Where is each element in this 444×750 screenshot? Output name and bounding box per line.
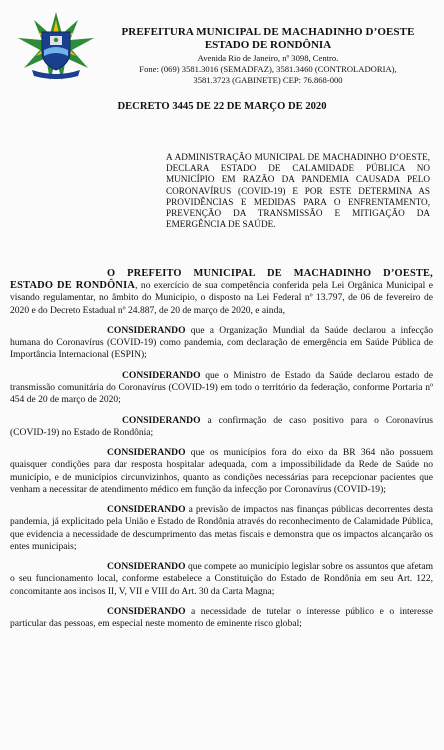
letterhead bbox=[98, 26, 438, 86]
preamble-paragraph bbox=[10, 268, 433, 317]
considerando-paragraph bbox=[10, 447, 433, 496]
preamble-lead: O PREFEITO MUNICIPAL DE MACHADINHO D’OESTE, ESTADO DE RONDÔNIA bbox=[10, 268, 433, 292]
decree-title: DECRETO 3445 DE 22 DE MARÇO DE 2020 bbox=[117, 101, 327, 112]
considerando-keyword: CONSIDERANDO bbox=[122, 369, 201, 381]
coat-of-arms-logo bbox=[14, 10, 98, 82]
considerando-text: a necessidade de tutelar o interesse público e o interesse particular das pessoas, em especial neste momento de eminente risco global; bbox=[10, 605, 433, 630]
address-line-3: 3581.3723 (GABINETE) CEP: 76.868-000 bbox=[193, 75, 343, 85]
considerando-text: a confirmação de caso positivo para o Coronavírus (COVID-19) no Estado de Rondônia; bbox=[10, 414, 433, 438]
considerando-text: que a Organização Mundial da Saúde declarou a infecção humana do Coronavírus (COVID-19) como pandemia, com declaração de emergência em Saúde Pública de Importância Internacional (ESPIN); bbox=[10, 325, 433, 361]
considerando-paragraph bbox=[10, 370, 433, 407]
considerando-keyword: CONSIDERANDO bbox=[107, 561, 186, 573]
considerando-paragraph bbox=[10, 561, 433, 598]
considerando-text: que o Ministro de Estado da Saúde declarou estado de transmissão comunitária do Coronavírus (COVID-19) em todo o território da federação, conforme Portaria nº 454 de 20 de março de 2020; bbox=[10, 369, 433, 406]
considerando-text: que compete ao município legislar sobre os assuntos que afetam o seu funcionamento local, conforme estabelece a Constituição do Estado de Rondônia em seu Art. 122, concomitante aos incisos II, V, VII e VIII do Art. 30 da Carta Magna; bbox=[10, 561, 433, 597]
considerando-keyword: CONSIDERANDO bbox=[107, 447, 186, 459]
considerando-keyword: CONSIDERANDO bbox=[107, 325, 186, 336]
state-title: ESTADO DE RONDÔNIA bbox=[204, 39, 332, 51]
address-line-1: Avenida Rio de Janeiro, nº 3098, Centro. bbox=[197, 53, 339, 63]
considerando-text: que os municípios fora do eixo da BR 364 não possuem quaisquer condições para dar resposta hospitalar adequada, com a impossibilidade da Rede de Saúde no município, e de municípios circunvizinhos, quanto as condições necessárias para recepcionar pacientes que venham a necessitar de atendimento médico em função da infecção por Coronavírus (COVID-19); bbox=[10, 447, 433, 495]
considerando-text: a previsão de impactos nas finanças públicas decorrentes desta pandemia, já explicitado pela União e Estado de Rondônia através do reconhecimento de Calamidade Pública, que evidencia a necessidade de descumprimento das metas fiscais e demonstra que os impactos alcançarão os entes municipais; bbox=[10, 504, 433, 552]
considerando-keyword: CONSIDERANDO bbox=[122, 414, 201, 426]
considerando-keyword: CONSIDERANDO bbox=[107, 605, 186, 617]
municipality-title: PREFEITURA MUNICIPAL DE MACHADINHO D’OESTE bbox=[121, 26, 415, 38]
preamble-text: , no exercício de sua competência conferida pela Lei Orgânica Municipal e visando regulamentar, no âmbito do Município, o disposto na Lei Federal nº 13.797, de 06 de fevereiro de 2020 e do Decreto Estadual nº 24.887, de 20 de março de 2020, e ainda, bbox=[10, 280, 433, 316]
considerando-paragraph bbox=[10, 504, 433, 553]
considerando-paragraph bbox=[10, 606, 433, 630]
considerando-keyword: CONSIDERANDO bbox=[107, 504, 186, 516]
address-line-2: Fone: (069) 3581.3016 (SEMADFAZ), 3581.3460 (CONTROLADORIA), bbox=[139, 64, 397, 74]
decree-body bbox=[10, 268, 433, 639]
decree-summary: A ADMINISTRAÇÃO MUNICIPAL DE MACHADINHO D’OESTE, DECLARA ESTADO DE CALAMIDADE PÚBLICA NO MUNICÍPIO EM RAZÃO DA PANDEMIA CAUSADA PELO CORONAVÍRUS (COVID-19) E POR ESTE DETERMINA AS PROVIDÊNCIAS E MEDIDAS PARA O ENFRENTAMENTO, PREVENÇÃO DA TRANSMISSÃO E MITIGAÇÃO DA EMERGÊNCIA DE SAÚDE. bbox=[166, 152, 430, 230]
considerando-paragraph bbox=[10, 325, 433, 362]
considerando-paragraph bbox=[10, 415, 433, 439]
